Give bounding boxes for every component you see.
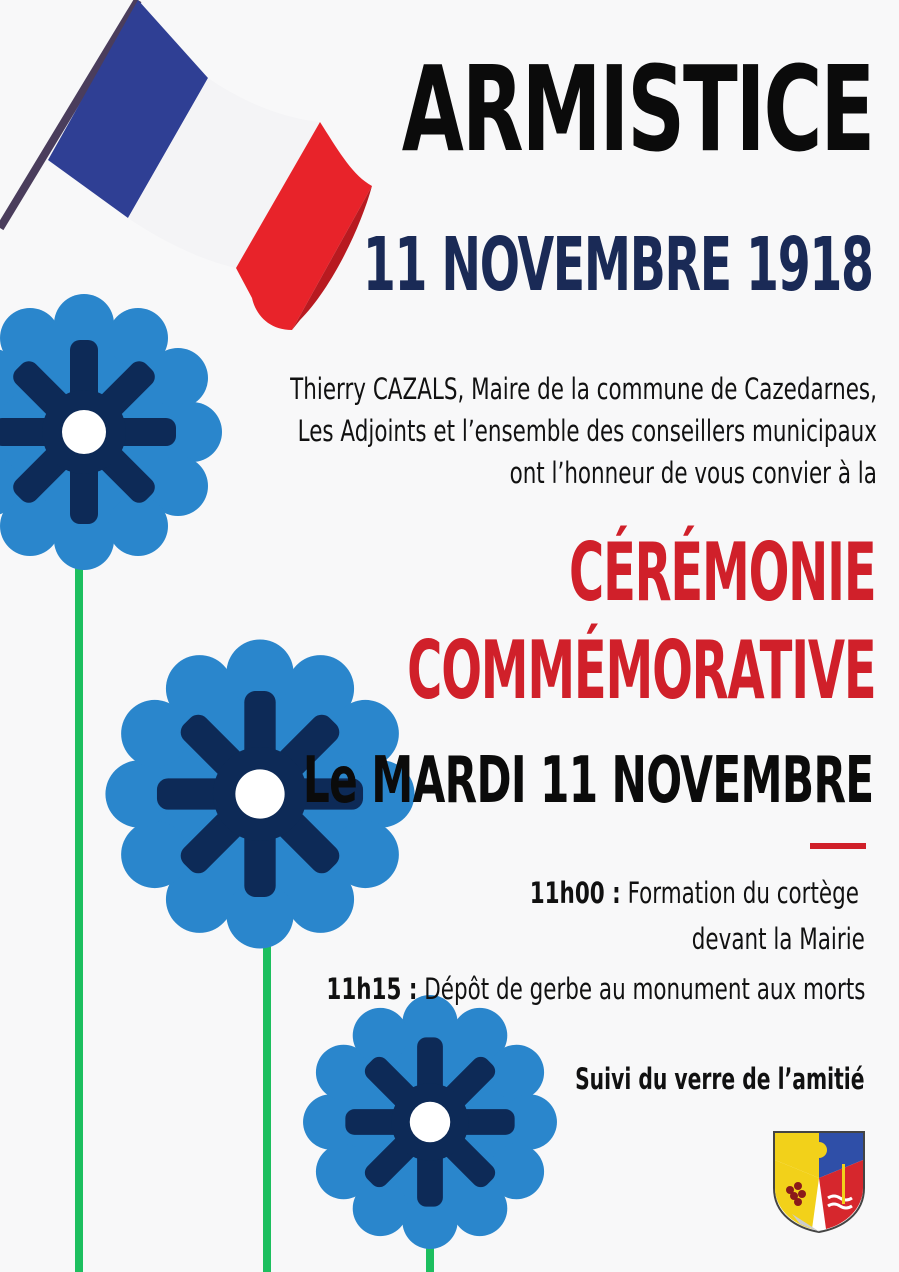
invitation-line: ont l’honneur de vous convier à la bbox=[509, 456, 877, 490]
schedule-time: 11h15 : bbox=[325, 972, 418, 1006]
french-flag-icon bbox=[0, 0, 372, 330]
stem-2 bbox=[263, 920, 271, 1272]
event-day: Le MARDI 11 NOVEMBRE bbox=[302, 744, 873, 818]
ceremony-title bbox=[407, 524, 875, 720]
schedule-time: 11h00 : bbox=[529, 876, 621, 910]
invitation-line: Les Adjoints et l’ensemble des conseillers municipaux bbox=[297, 414, 877, 448]
invitation-line: Thierry CAZALS, Maire de la commune de Cazedarnes, bbox=[290, 372, 877, 406]
ceremony-title-line2: COMMÉMORATIVE bbox=[406, 624, 875, 717]
schedule-item bbox=[530, 876, 859, 910]
ceremony-title-line1: CÉRÉMONIE bbox=[568, 526, 875, 619]
invitation-text bbox=[290, 368, 877, 494]
schedule-item bbox=[326, 972, 865, 1006]
schedule-text: Formation du cortège bbox=[627, 876, 859, 910]
stem-1 bbox=[75, 540, 83, 1272]
coat-of-arms-icon bbox=[770, 1128, 868, 1234]
divider bbox=[810, 843, 866, 849]
closing-text: Suivi du verre de l’amitié bbox=[575, 1062, 865, 1096]
page-title: ARMISTICE bbox=[401, 40, 873, 178]
schedule-item-continued: devant la Mairie bbox=[691, 922, 865, 956]
schedule-text: Dépôt de gerbe au monument aux morts bbox=[423, 972, 865, 1006]
cornflower-icon bbox=[0, 294, 222, 570]
armistice-date: 11 NOVEMBRE 1918 bbox=[363, 222, 873, 308]
cornflower-icon bbox=[303, 995, 557, 1249]
